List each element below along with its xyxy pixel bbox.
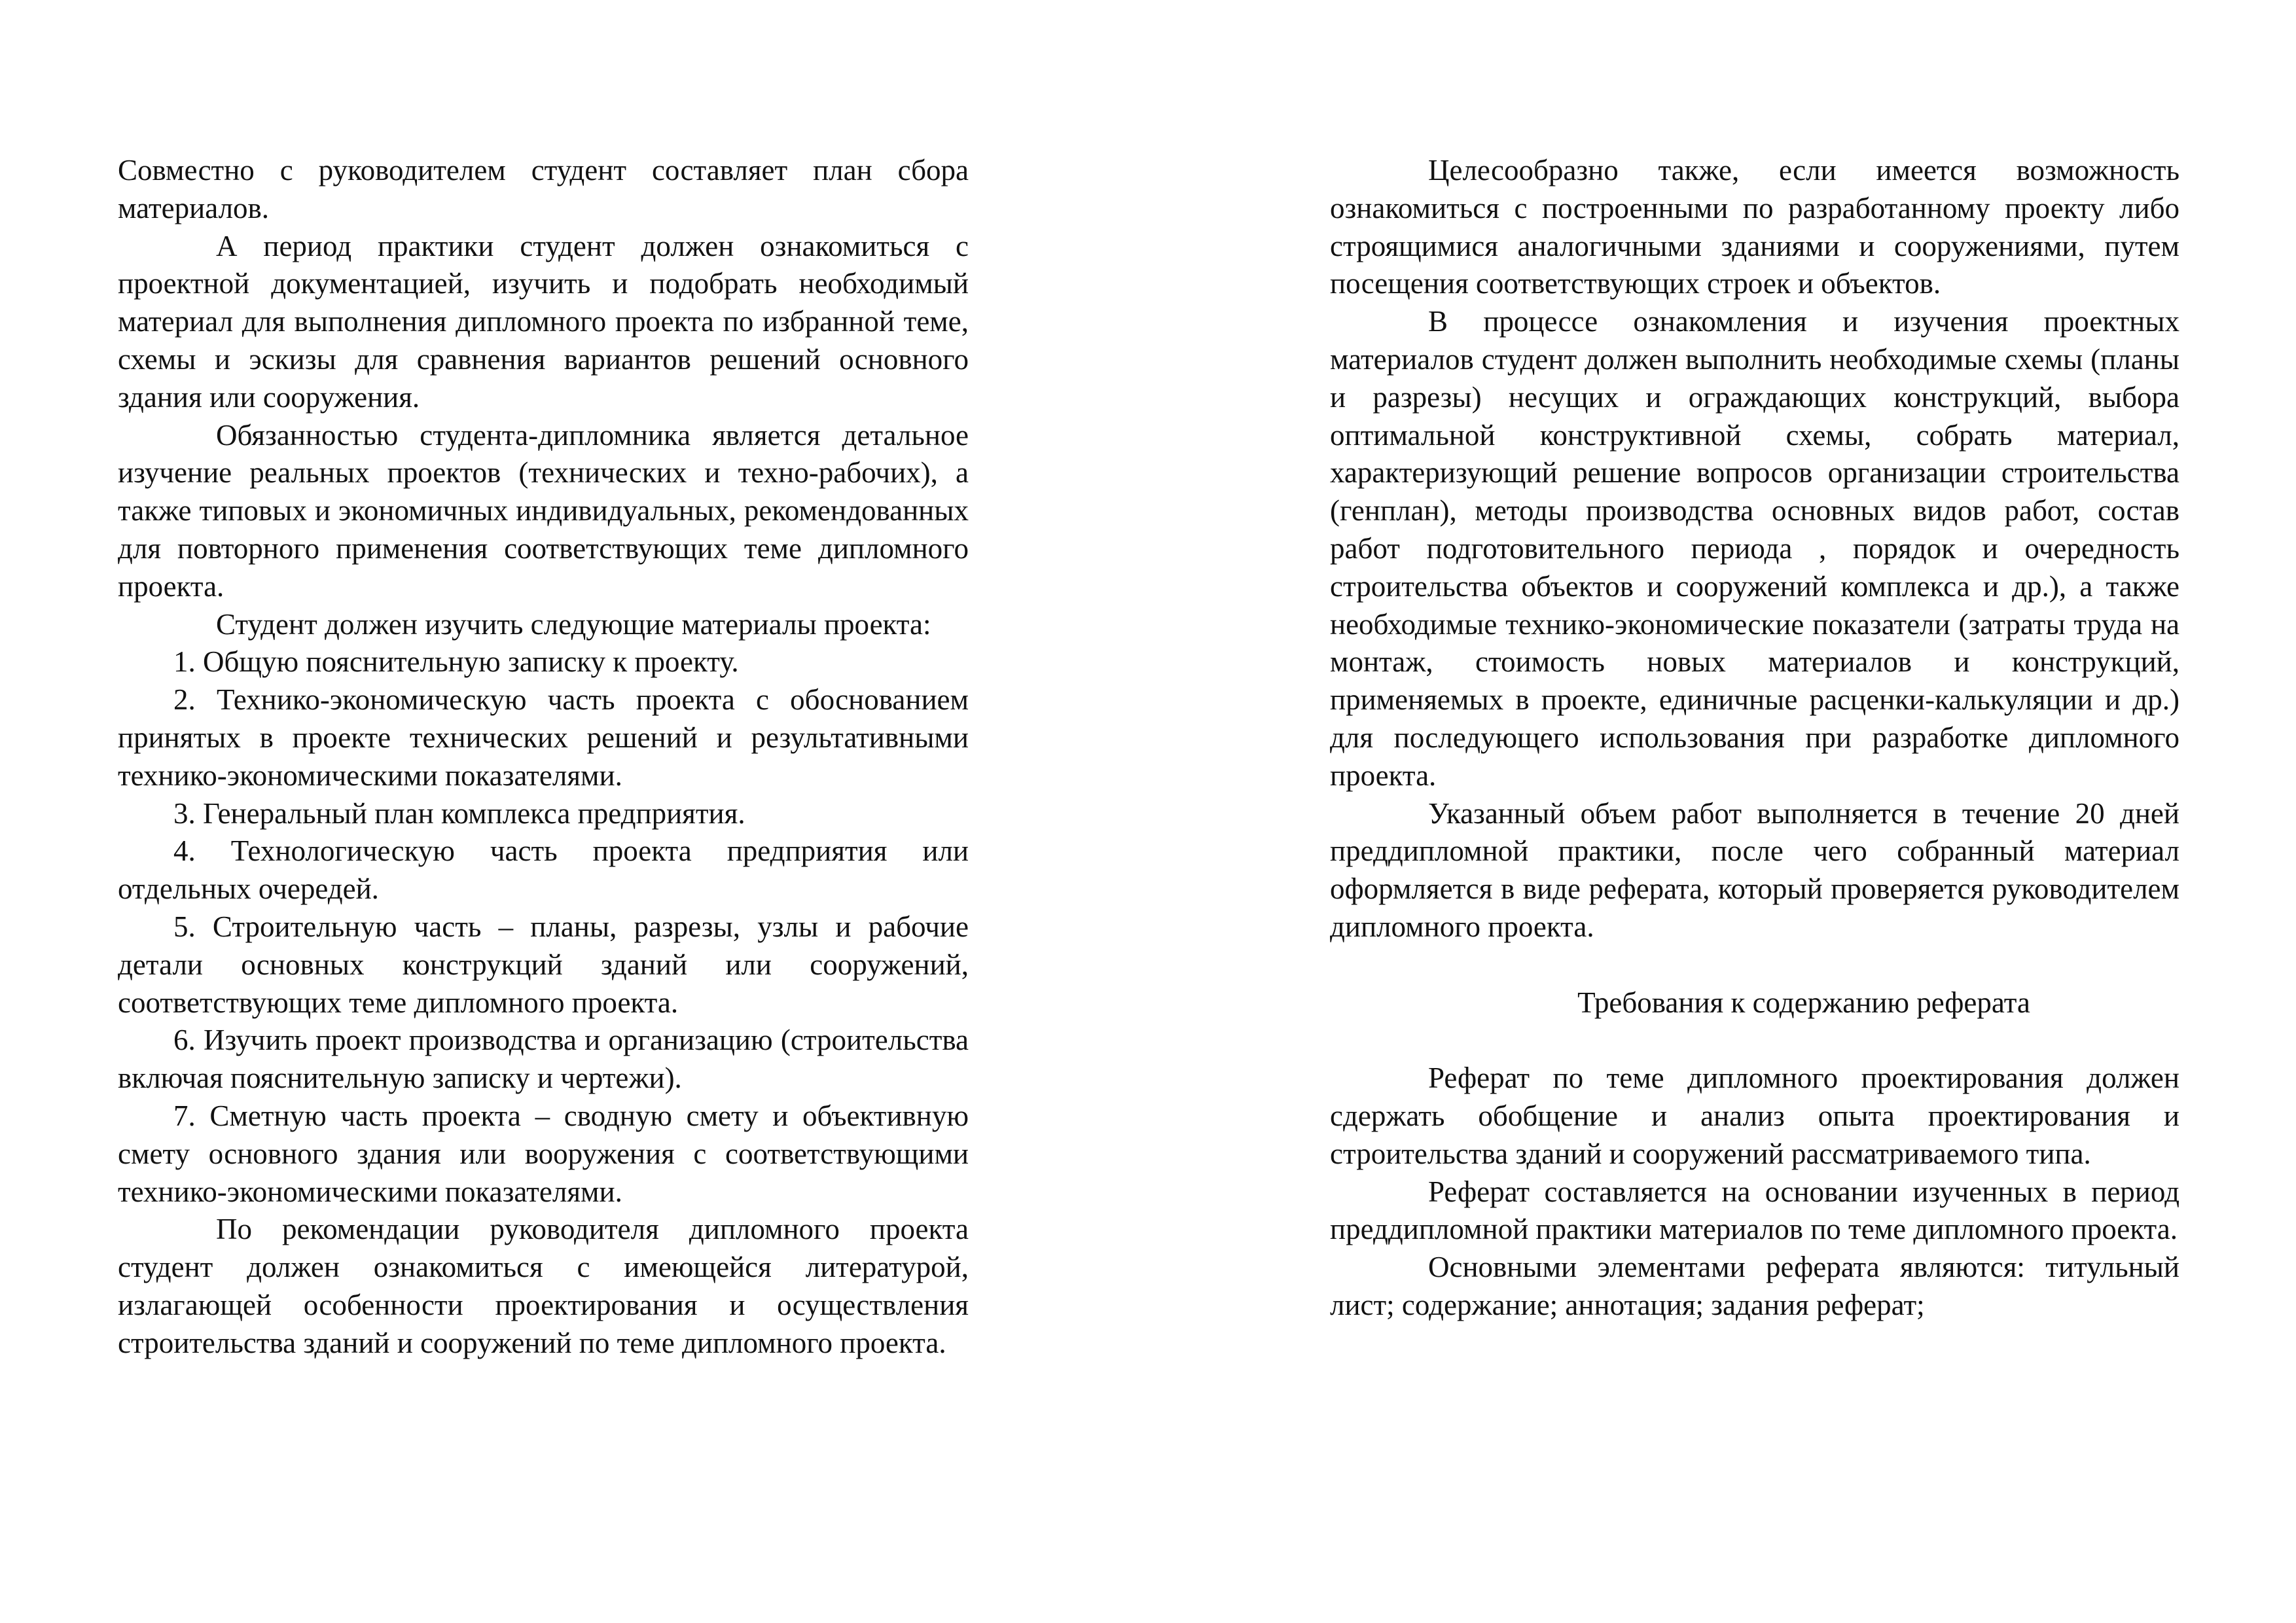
list-item-5: 5. Строительную часть – планы, разрезы, узлы и рабочие детали основных конструкций зданий или сооружений, соответствующих теме дипломного проекта.: [118, 910, 969, 1019]
right-page-column: [1330, 152, 2179, 1325]
left-paragraph-3: Обязанностью студента-дипломника является детальное изучение реальных проектов (технических и техно-рабочих), а также типовых и экономичных индивидуальных, рекомендованных для повторного применения соответствующих теме дипломного проекта.: [118, 418, 969, 603]
list-item-6: 6. Изучить проект производства и организацию (строительства включая пояснительную записку и чертежи).: [118, 1024, 969, 1095]
right-paragraph-6: Основными элементами реферата являются: титульный лист; содержание; аннотация; задания реферат;: [1330, 1251, 2179, 1321]
spacer: [1330, 946, 2179, 984]
list-item-7: 7. Сметную часть проекта – сводную смету и объективную смету основного здания или вооружения с соответствующими технико-экономическими показателями.: [118, 1099, 969, 1208]
left-paragraph-2: А период практики студент должен ознакомиться с проектной документацией, изучить и подобрать необходимый материал для выполнения дипломного проекта по избранной теме, схемы и эскизы для сравнения вариантов решений основного здания или сооружения.: [118, 229, 969, 414]
list-item-3: 3. Генеральный план комплекса предприятия.: [173, 796, 745, 830]
list-item-4: 4. Технологическую часть проекта предприятия или отдельных очередей.: [118, 834, 969, 906]
spacer: [1330, 1022, 2179, 1060]
list-item-2: 2. Технико-экономическую часть проекта с обоснованием принятых в проекте технических решений и результативными технико-экономическими показателями.: [118, 683, 969, 792]
list-item-1: 1. Общую пояснительную записку к проекту.: [173, 645, 739, 679]
right-paragraph-5: Реферат составляется на основании изученных в период преддипломной практики материалов по теме дипломного проекта.: [1330, 1175, 2179, 1246]
right-paragraph-3: Указанный объем работ выполняется в течение 20 дней преддипломной практики, после чего собранный материал оформляется в виде реферата, который проверяется руководителем дипломного проекта.: [1330, 796, 2179, 943]
right-paragraph-4: Реферат по теме дипломного проектирования должен сдержать обобщение и анализ опыта проектирования и строительства зданий и сооружений рассматриваемого типа.: [1330, 1061, 2179, 1170]
section-heading: Требования к содержанию реферата: [1577, 986, 2030, 1019]
right-paragraph-1: Целесообразно также, если имеется возможность ознакомиться с построенными по разработанному проекту либо строящимися аналогичными зданиями и сооружениями, путем посещения соответствующих строек и объектов.: [1330, 154, 2179, 300]
left-page-column: [118, 152, 969, 1363]
right-paragraph-2: В процессе ознакомления и изучения проектных материалов студент должен выполнить необходимые схемы (планы и разрезы) несущих и ограждающих конструкций, выбора оптимальной конструктивной схемы, собрать материал, характеризующий решение вопросов организации строительства (генплан), методы производства основных видов работ, состав работ подготовительного периода , порядок и очередность строительства объектов и сооружений комплекса и др.), а также необходимые технико-экономические показатели (затраты труда на монтаж, стоимость новых материалов и конструкций, применяемых в проекте, единичные расценки-калькуляции и др.) для последующего использования при разработке дипломного проекта.: [1330, 305, 2179, 792]
left-paragraph-5: По рекомендации руководителя дипломного проекта студент должен ознакомиться с имеющейся литературой, излагающей особенности проектирования и осуществления строительства зданий и сооружений по теме дипломного проекта.: [118, 1213, 969, 1359]
left-paragraph-4: Студент должен изучить следующие материалы проекта:: [216, 607, 931, 641]
left-paragraph-1: Совместно с руководителем студент составляет план сбора материалов.: [118, 154, 969, 224]
